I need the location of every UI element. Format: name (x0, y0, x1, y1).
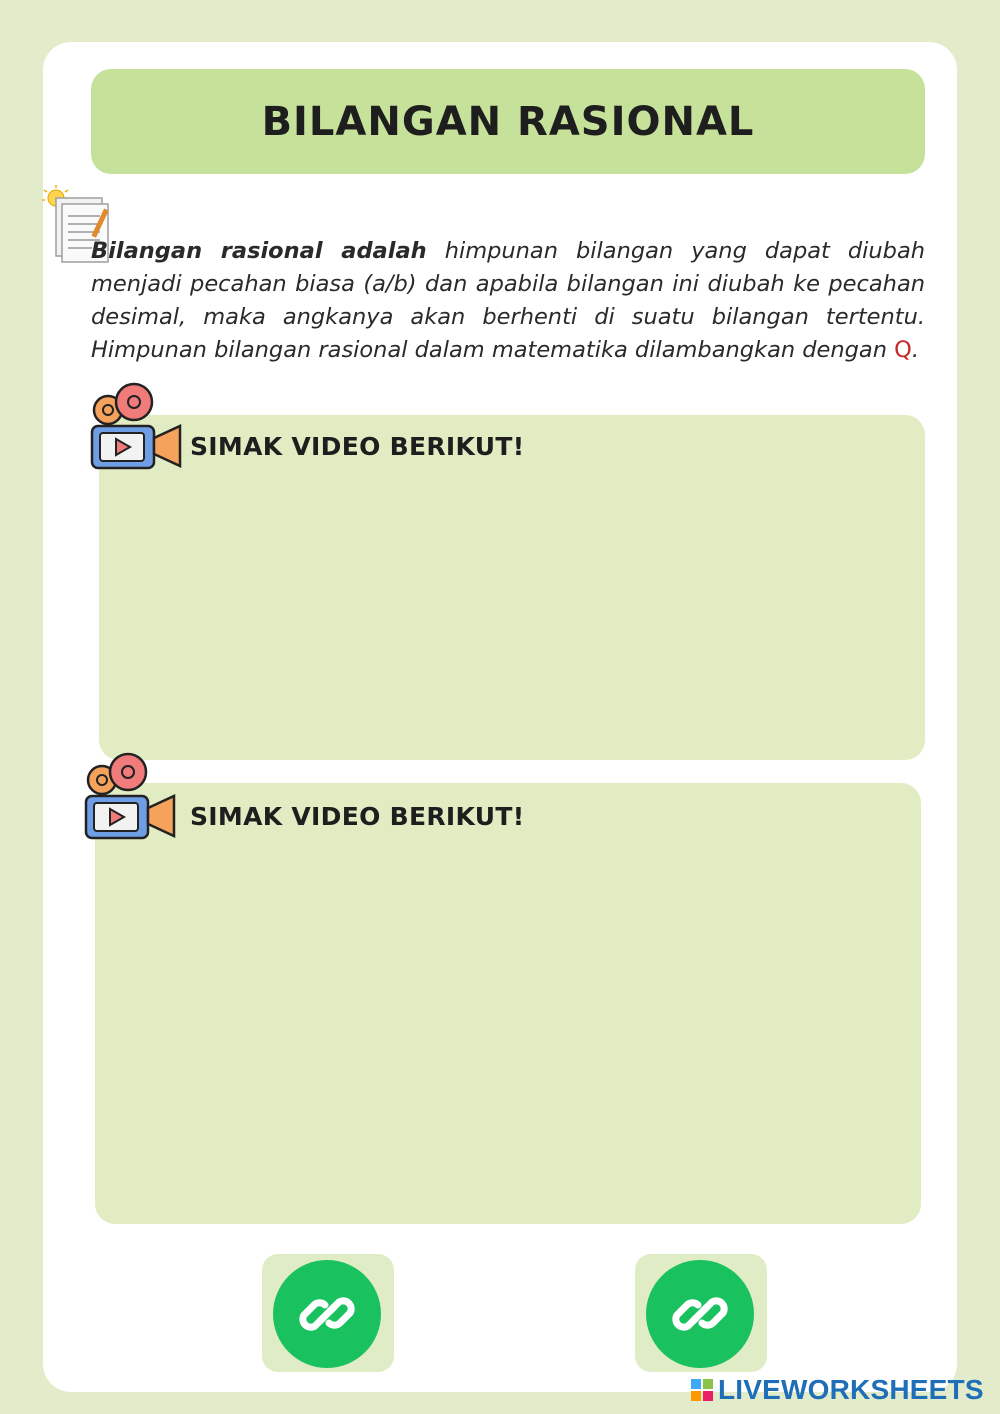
video-camera-icon (88, 380, 184, 472)
link-icon (295, 1282, 359, 1346)
link-tile-2 (635, 1254, 767, 1372)
link-tile-1 (262, 1254, 394, 1372)
intro-paragraph (91, 235, 925, 367)
intro-end: . (911, 336, 920, 363)
video-frame-1[interactable] (99, 415, 925, 760)
liveworksheets-logo-icon (690, 1378, 714, 1402)
intro-bold-lead: Bilangan rasional adalah (91, 237, 427, 264)
brand-footer (690, 1374, 984, 1406)
intro-text: himpunan bilangan yang dapat diubah menjadi pecahan biasa (a/b) dan apabila bilangan ini diubah ke pecahan desimal, maka angkanya akan berhenti di suatu bilangan tertentu. Himpunan bilangan rasional dalam matematika dilambangkan dengan (91, 237, 926, 363)
link-icon (668, 1282, 732, 1346)
link-button-1[interactable] (273, 1260, 381, 1368)
brand-name[interactable]: LIVEWORKSHEETS (718, 1374, 984, 1405)
video-heading-2: SIMAK VIDEO BERIKUT! (190, 802, 525, 831)
link-button-2[interactable] (646, 1260, 754, 1368)
video-heading-1: SIMAK VIDEO BERIKUT! (190, 432, 525, 461)
video-camera-icon (82, 750, 178, 842)
page-title: BILANGAN RASIONAL (261, 98, 755, 145)
title-banner (91, 69, 925, 174)
video-frame-2[interactable] (95, 783, 921, 1224)
rational-symbol: Q (894, 336, 912, 363)
